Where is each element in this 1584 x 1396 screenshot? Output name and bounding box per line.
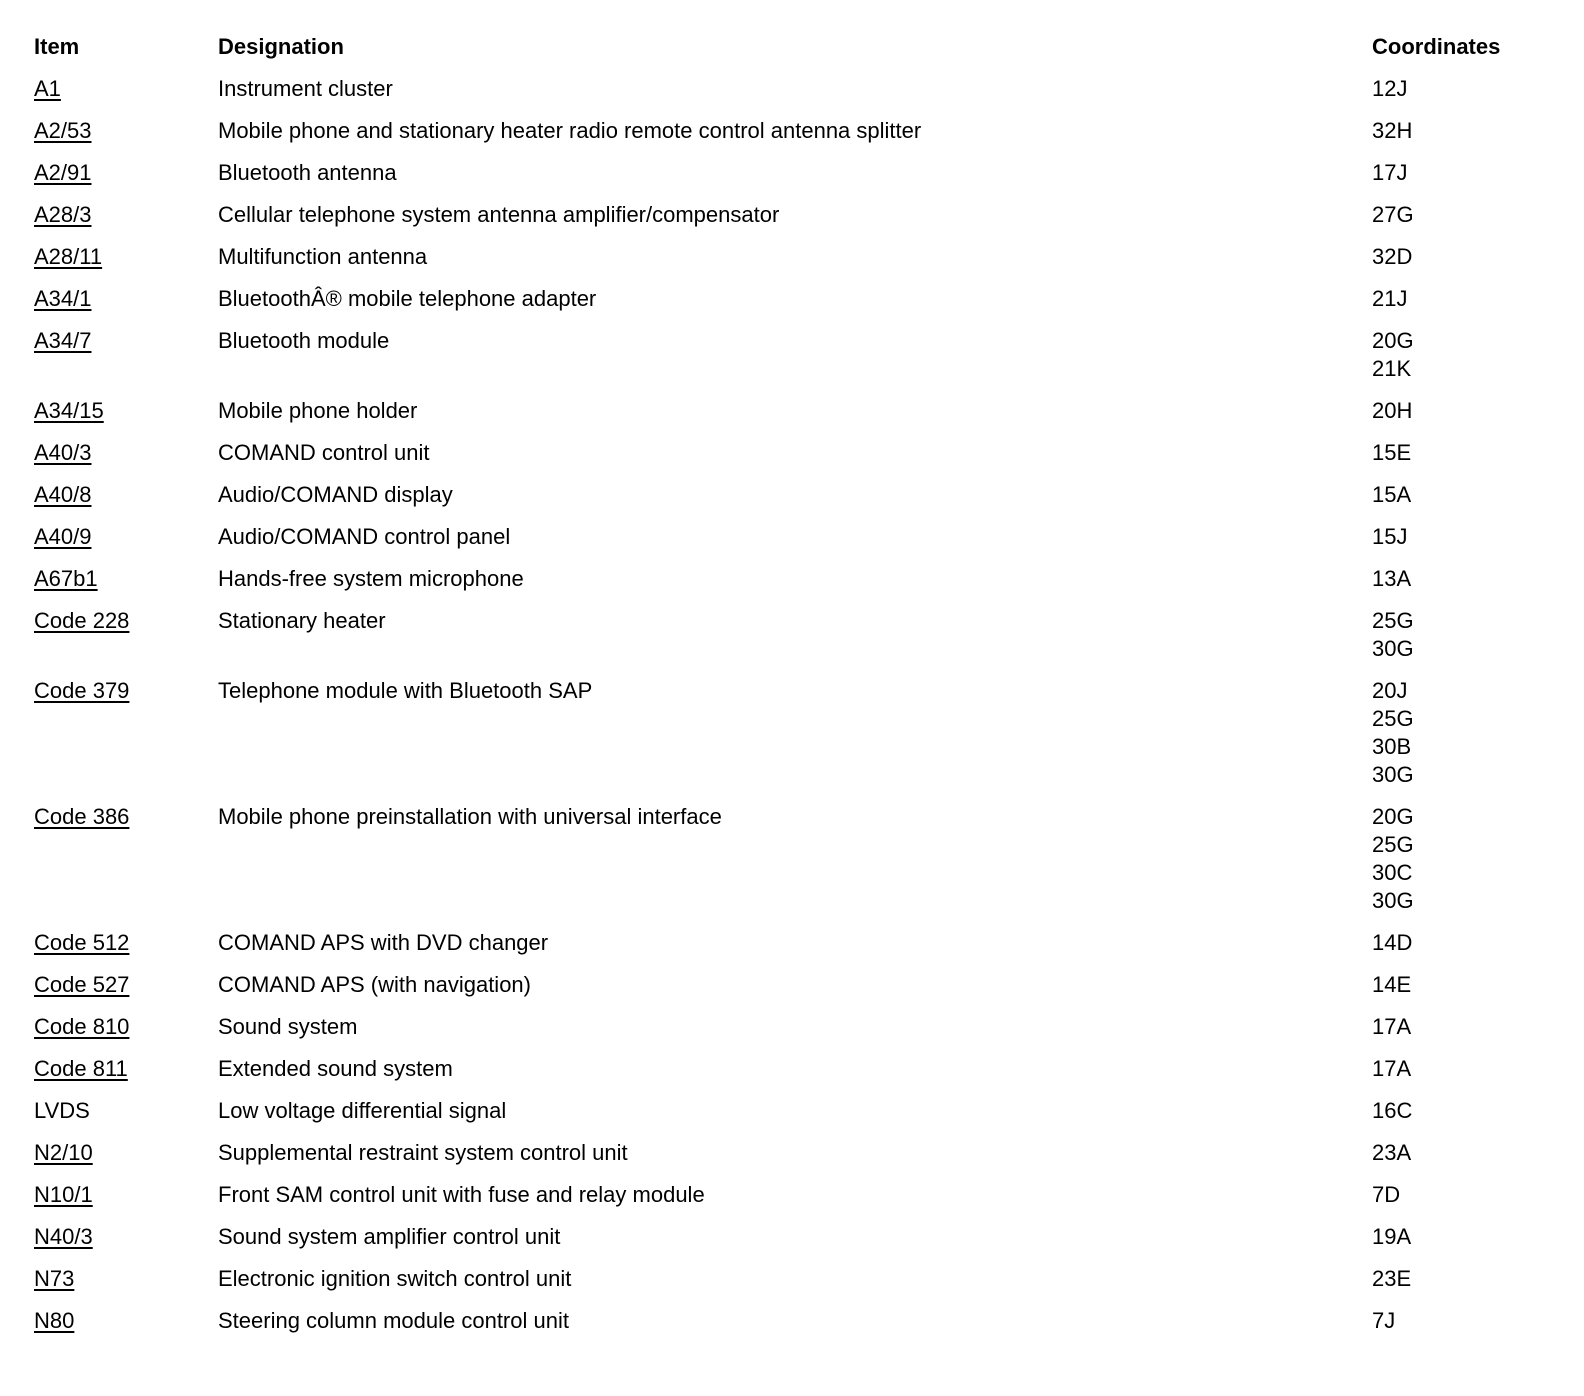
- item-cell: [22, 796, 206, 922]
- item-cell: [22, 474, 206, 516]
- item-link[interactable]: Code 228: [34, 608, 130, 633]
- designation-cell: Mobile phone holder: [218, 398, 418, 423]
- coordinate-value: 15E: [1372, 440, 1412, 465]
- designation-cell: Mobile phone and stationary heater radio remote control antenna splitter: [218, 118, 922, 143]
- table-row: [22, 236, 1562, 278]
- designation-cell: COMAND control unit: [218, 440, 430, 465]
- coordinate-value: 7J: [1372, 1308, 1396, 1333]
- designation-cell: Multifunction antenna: [218, 244, 428, 269]
- item-cell: [22, 1174, 206, 1216]
- item-cell: [22, 152, 206, 194]
- designation-cell: Hands-free system microphone: [218, 566, 524, 591]
- item-cell: [22, 558, 206, 600]
- designation-cell: Sound system: [218, 1014, 358, 1039]
- designation-cell: Cellular telephone system antenna amplifier/compensator: [218, 202, 780, 227]
- coordinates-cell: [1360, 796, 1562, 922]
- table-row: [22, 474, 1562, 516]
- coordinate-value: 20G: [1372, 804, 1414, 829]
- item-cell: [22, 390, 206, 432]
- coordinate-value: 30G: [1372, 762, 1414, 787]
- item-cell: [22, 194, 206, 236]
- table-row: [22, 320, 1562, 390]
- coordinates-cell: [1360, 1174, 1562, 1216]
- item-cell: [22, 278, 206, 320]
- coordinates-cell: [1360, 1216, 1562, 1258]
- table-row: [22, 670, 1562, 796]
- coordinate-value: 21K: [1372, 356, 1412, 381]
- designation-cell: Audio/COMAND control panel: [218, 524, 511, 549]
- coordinates-cell: [1360, 194, 1562, 236]
- coordinates-cell: [1360, 320, 1562, 390]
- designation-cell: Instrument cluster: [218, 76, 393, 101]
- coordinate-value: 17J: [1372, 160, 1408, 185]
- table-row: [22, 194, 1562, 236]
- coordinate-value: 17A: [1372, 1014, 1412, 1039]
- item-cell: [22, 516, 206, 558]
- table-row: [22, 68, 1562, 110]
- coordinate-value: 15A: [1372, 482, 1412, 507]
- item-link[interactable]: N40/3: [34, 1224, 93, 1249]
- coordinate-value: 20G: [1372, 328, 1414, 353]
- item-cell: [22, 600, 206, 670]
- coordinate-value: 23E: [1372, 1266, 1412, 1291]
- header-item: Item: [34, 34, 80, 59]
- item-link[interactable]: A40/8: [34, 482, 92, 507]
- coordinate-value: 30G: [1372, 636, 1414, 661]
- table-row: [22, 1132, 1562, 1174]
- coordinates-cell: [1360, 68, 1562, 110]
- table-row: [22, 1174, 1562, 1216]
- designation-cell: Audio/COMAND display: [218, 482, 453, 507]
- coordinates-cell: [1360, 558, 1562, 600]
- item-cell: [22, 1216, 206, 1258]
- item-cell: [22, 432, 206, 474]
- coordinates-cell: [1360, 236, 1562, 278]
- coordinates-cell: [1360, 152, 1562, 194]
- coordinate-value: 30C: [1372, 860, 1413, 885]
- table-row: [22, 278, 1562, 320]
- coordinates-cell: [1360, 390, 1562, 432]
- item-cell: [22, 1258, 206, 1300]
- table-row: [22, 110, 1562, 152]
- item-cell: [22, 110, 206, 152]
- designation-cell: Bluetooth antenna: [218, 160, 397, 185]
- item-link[interactable]: N2/10: [34, 1140, 93, 1165]
- coordinate-value: 20H: [1372, 398, 1413, 423]
- item-link[interactable]: A28/11: [34, 244, 103, 269]
- designation-cell: Front SAM control unit with fuse and relay module: [218, 1182, 705, 1207]
- coordinates-cell: [1360, 1300, 1562, 1342]
- table-row: [22, 1216, 1562, 1258]
- designation-cell: COMAND APS (with navigation): [218, 972, 531, 997]
- table-row: [22, 558, 1562, 600]
- table-row: [22, 432, 1562, 474]
- designation-cell: Telephone module with Bluetooth SAP: [218, 678, 593, 703]
- coordinate-value: 27G: [1372, 202, 1414, 227]
- table-row: [22, 1048, 1562, 1090]
- coordinates-cell: [1360, 516, 1562, 558]
- table-header: [22, 26, 1562, 68]
- item-cell: [22, 1048, 206, 1090]
- component-legend-table: [22, 26, 1562, 1342]
- designation-cell: Sound system amplifier control unit: [218, 1224, 561, 1249]
- coordinate-value: 30G: [1372, 888, 1414, 913]
- item-cell: [22, 236, 206, 278]
- coordinate-value: 13A: [1372, 566, 1412, 591]
- designation-cell: Stationary heater: [218, 608, 386, 633]
- item-link[interactable]: Code 386: [34, 804, 130, 829]
- designation-cell: Supplemental restraint system control unit: [218, 1140, 628, 1165]
- item-label: LVDS: [34, 1098, 90, 1123]
- coordinate-value: 19A: [1372, 1224, 1412, 1249]
- coordinate-value: 15J: [1372, 524, 1408, 549]
- designation-cell: Bluetooth module: [218, 328, 390, 353]
- table-row: [22, 922, 1562, 964]
- coordinates-cell: [1360, 432, 1562, 474]
- item-link[interactable]: Code 810: [34, 1014, 130, 1039]
- header-row: [22, 26, 1562, 68]
- item-link[interactable]: A28/3: [34, 202, 92, 227]
- table-row: [22, 1006, 1562, 1048]
- item-cell: [22, 1300, 206, 1342]
- designation-cell: Low voltage differential signal: [218, 1098, 507, 1123]
- item-cell: [22, 320, 206, 390]
- table-row: [22, 152, 1562, 194]
- item-link[interactable]: A67b1: [34, 566, 98, 591]
- item-link[interactable]: A34/15: [34, 398, 104, 423]
- coordinate-value: 14D: [1372, 930, 1413, 955]
- coordinates-cell: [1360, 278, 1562, 320]
- item-link[interactable]: A34/1: [34, 286, 92, 311]
- item-cell: [22, 1006, 206, 1048]
- designation-cell: Electronic ignition switch control unit: [218, 1266, 572, 1291]
- coordinates-cell: [1360, 1048, 1562, 1090]
- item-link[interactable]: Code 811: [34, 1056, 128, 1081]
- coordinate-value: 14E: [1372, 972, 1412, 997]
- designation-cell: Steering column module control unit: [218, 1308, 569, 1333]
- item-link[interactable]: N10/1: [34, 1182, 93, 1207]
- coordinates-cell: [1360, 474, 1562, 516]
- item-link[interactable]: N80: [34, 1308, 75, 1333]
- designation-cell: COMAND APS with DVD changer: [218, 930, 549, 955]
- item-cell: [22, 964, 206, 1006]
- header-designation: Designation: [218, 34, 344, 59]
- coordinate-value: 32D: [1372, 244, 1413, 269]
- item-link[interactable]: Code 379: [34, 678, 130, 703]
- item-link[interactable]: Code 512: [34, 930, 130, 955]
- item-cell: [22, 1132, 206, 1174]
- item-link[interactable]: N73: [34, 1266, 75, 1291]
- coordinates-cell: [1360, 110, 1562, 152]
- coordinate-value: 21J: [1372, 286, 1408, 311]
- item-link[interactable]: A2/53: [34, 118, 92, 143]
- designation-cell: Mobile phone preinstallation with universal interface: [218, 804, 722, 829]
- coordinates-cell: [1360, 1132, 1562, 1174]
- item-cell: [22, 1090, 206, 1132]
- coordinates-cell: [1360, 964, 1562, 1006]
- coordinates-cell: [1360, 1090, 1562, 1132]
- designation-cell: Extended sound system: [218, 1056, 453, 1081]
- item-link[interactable]: A40/3: [34, 440, 92, 465]
- coordinate-value: 23A: [1372, 1140, 1412, 1165]
- item-link[interactable]: A40/9: [34, 524, 92, 549]
- table-row: [22, 1300, 1562, 1342]
- table-row: [22, 1258, 1562, 1300]
- item-cell: [22, 670, 206, 796]
- coordinate-value: 25G: [1372, 832, 1414, 857]
- table-row: [22, 390, 1562, 432]
- item-link[interactable]: A34/7: [34, 328, 92, 353]
- coordinates-cell: [1360, 670, 1562, 796]
- coordinate-value: 17A: [1372, 1056, 1412, 1081]
- coordinate-value: 20J: [1372, 678, 1408, 703]
- table-row: [22, 600, 1562, 670]
- coordinate-value: 32H: [1372, 118, 1413, 143]
- header-coordinates: Coordinates: [1372, 34, 1501, 59]
- table-body: [22, 68, 1562, 1342]
- table-row: [22, 796, 1562, 922]
- table-row: [22, 964, 1562, 1006]
- item-link[interactable]: A1: [34, 76, 61, 101]
- coordinate-value: 16C: [1372, 1098, 1413, 1123]
- item-link[interactable]: Code 527: [34, 972, 130, 997]
- coordinate-value: 25G: [1372, 608, 1414, 633]
- designation-cell: BluetoothÂ® mobile telephone adapter: [218, 286, 597, 311]
- item-cell: [22, 68, 206, 110]
- table-row: [22, 516, 1562, 558]
- item-cell: [22, 922, 206, 964]
- coordinate-value: 12J: [1372, 76, 1408, 101]
- table-row: [22, 1090, 1562, 1132]
- coordinates-cell: [1360, 1006, 1562, 1048]
- coordinate-value: 7D: [1372, 1182, 1401, 1207]
- item-link[interactable]: A2/91: [34, 160, 92, 185]
- coordinates-cell: [1360, 600, 1562, 670]
- coordinate-value: 25G: [1372, 706, 1414, 731]
- coordinates-cell: [1360, 922, 1562, 964]
- coordinate-value: 30B: [1372, 734, 1412, 759]
- coordinates-cell: [1360, 1258, 1562, 1300]
